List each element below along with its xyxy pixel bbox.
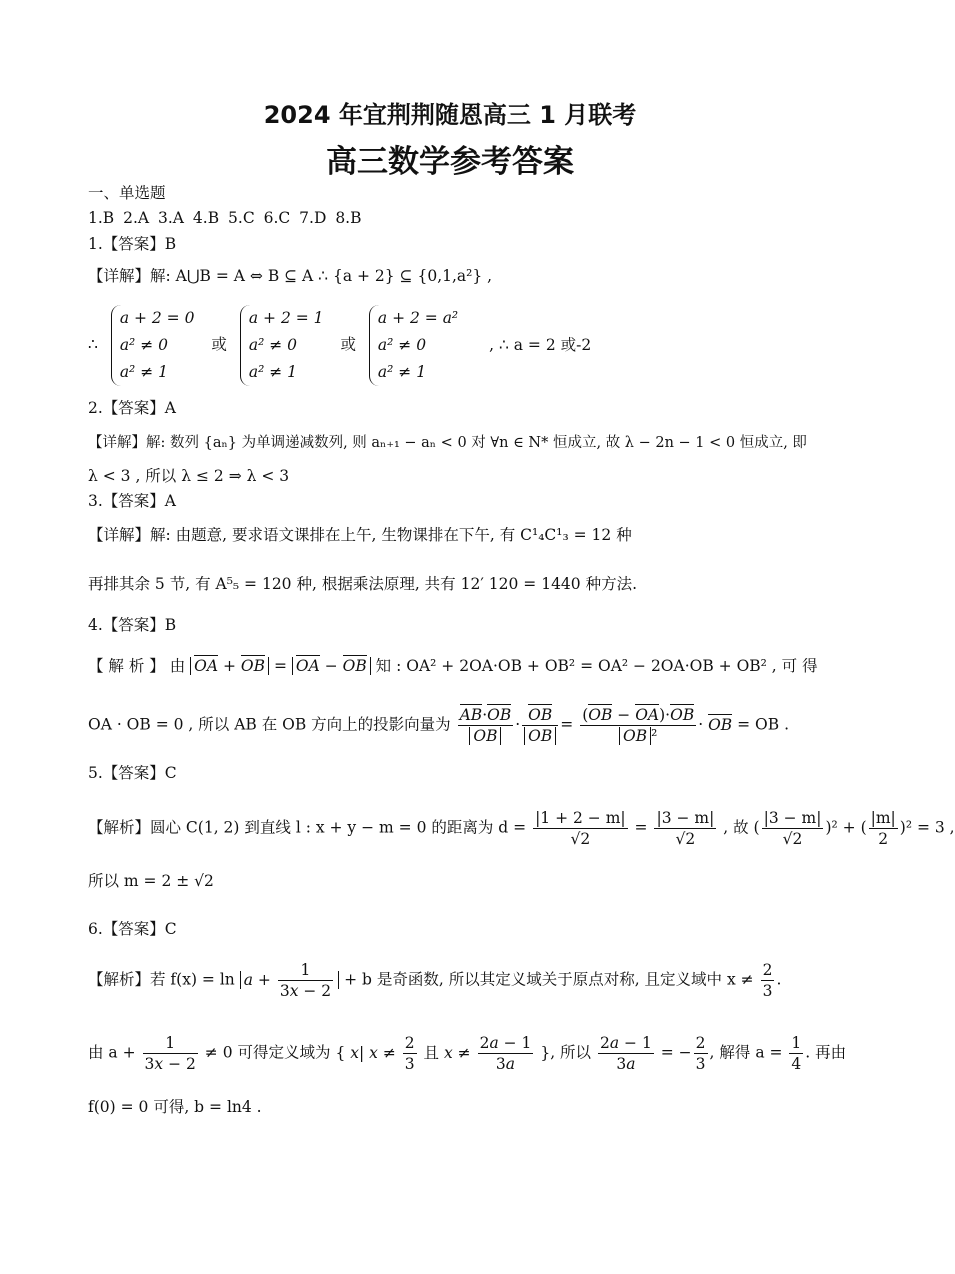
system-2: a + 2 = 1 a² ≠ 0 a² ≠ 1 <box>240 305 328 386</box>
system-1: a + 2 = 0 a² ≠ 0 a² ≠ 1 <box>111 305 199 386</box>
q1-detail: 【详解】解: A⋃B = A ⇔ B ⊆ A ∴ {a + 2} ⊆ {0,1,a²} , <box>88 267 493 285</box>
abs-expression: a + $\frac{1}{3x - 2}$ <box>240 971 339 989</box>
fraction: $\frac{OB}{OB}$ <box>522 705 558 746</box>
q2-detail: 【详解】解: 数列 {aₙ} 为单调递减数列, 则 aₙ₊₁ − aₙ < 0 对 ∀n ∈ N* 恒成立, 故 λ − 2n − 1 < 0 恒成立, 即 <box>88 435 807 451</box>
fraction: $\frac{|3 - m|}{√2}$ <box>763 809 822 848</box>
fraction: $\frac{2}{3}$ <box>695 1034 706 1073</box>
abs-diff: OA − OB <box>292 657 371 675</box>
q1-result: , ∴ a = 2 或-2 <box>489 335 592 354</box>
domain-set: { x| x ≠ $\frac{2}{3}$ 且 x ≠ $\frac{2a - 1}{3a}$ } <box>335 1034 551 1073</box>
exam-title: 2024 年宜荆荆随恩高三 1 月联考 <box>263 101 637 129</box>
q3-detail-2: 再排其余 5 节, 有 A⁵₅ = 120 种, 根据乘法原理, 共有 12′ 120 = 1440 种方法. <box>88 575 638 593</box>
q1-systems: ∴ a + 2 = 0 a² ≠ 0 a² ≠ 1 或 a + 2 = 1 a² ≠ 0 a² ≠ 1 或 a + 2 = a² a² ≠ 0 a² ≠ 1 , ∴ a = 2 或-2 <box>88 305 591 386</box>
fraction: $\frac{|m|}{2}$ <box>870 809 896 848</box>
section-heading: 一、单选题 <box>88 184 166 202</box>
abs-sum: OA + OB <box>190 657 269 675</box>
q4-eq: OA² + 2OA·OB + OB² = OA² − 2OA·OB + OB² , 可 得 <box>406 657 818 675</box>
q4-line-2: OA · OB = 0 , 所以 AB 在 OB 方向上的投影向量为 $\frac{AB\cdot OB}{OB}$ · $\frac{OB}{OB}$ = $\frac{(OB - OA)\cdot OB}{\text{OB ²}}$ · OB = OB . <box>88 706 789 745</box>
q5-line-1: 【解析】圆心 C(1, 2) 到直线 l : x + y − m = 0 的距离为 d = $\frac{|1 + 2 - m|}{√2}$ = $\frac{|3 - m|}{√2}$ , 故 ( $\frac{|3 - m|}{√2}$ )² + ( $\frac{|m|}{2}$ )² = 3 , <box>88 809 955 848</box>
therefore-symbol: ∴ <box>88 335 98 354</box>
q6-line-3: f(0) = 0 可得, b = ln4 . <box>88 1098 262 1116</box>
q4-answer: 4.【答案】B <box>88 616 177 634</box>
answer-list: 1.B 2.A 3.A 4.B 5.C 6.C 7.D 8.B <box>88 209 362 227</box>
q3-answer: 3.【答案】A <box>88 492 176 510</box>
fraction: $\frac{|1 + 2 - m|}{√2}$ <box>535 809 626 848</box>
q6-line-1: 【解析】若 f(x) = ln a + $\frac{1}{3x - 2}$ + b 是奇函数, 所以其定义域关于原点对称, 且定义域中 x ≠ $\frac{2}{3}$ . <box>88 961 782 1000</box>
answer-key-title: 高三数学参考答案 <box>326 144 574 180</box>
fraction: $\frac{AB\cdot OB}{OB}$ <box>459 706 512 745</box>
q3-detail: 【详解】解: 由题意, 要求语文课排在上午, 生物课排在下午, 有 C¹₄C¹₃ = 12 种 <box>88 526 632 544</box>
q2-detail-2: λ < 3 , 所以 λ ≤ 2 ⇒ λ < 3 <box>88 467 290 485</box>
fraction: $\frac{2}{3}$ <box>762 961 773 1000</box>
q4-line-1: 【 解 析 】 由 OA + OB = OA − OB 知 : OA² + 2OA·OB + OB² = OA² − 2OA·OB + OB² , 可 得 <box>88 657 818 675</box>
q6-answer: 6.【答案】C <box>88 920 177 938</box>
q1-answer: 1.【答案】B <box>88 235 177 253</box>
q6-line-2: 由 a + $\frac{1}{3x - 2}$ ≠ 0 可得定义域为 { x| x ≠ $\frac{2}{3}$ 且 x ≠ $\frac{2a - 1}{3a}$ }, 所以 $\frac{2a - 1}{3a}$ = − $\frac{2}{3}$ , 解得 a = $\frac{1}{4}$ . 再由 <box>88 1034 847 1073</box>
q5-answer: 5.【答案】C <box>88 764 177 782</box>
fraction: $\frac{1}{4}$ <box>791 1034 802 1073</box>
system-3: a + 2 = a² a² ≠ 0 a² ≠ 1 <box>369 305 462 386</box>
fraction: $\frac{1}{3x - 2}$ <box>144 1034 196 1073</box>
fraction: $\frac{2a - 1}{3a}$ <box>600 1034 652 1073</box>
q5-line-2: 所以 m = 2 ± √2 <box>88 872 214 890</box>
fraction: $\frac{|3 - m|}{√2}$ <box>656 809 715 848</box>
fraction: $\frac{(OB - OA)\cdot OB}{\text{OB ²}}$ <box>582 706 695 745</box>
q2-answer: 2.【答案】A <box>88 399 176 417</box>
